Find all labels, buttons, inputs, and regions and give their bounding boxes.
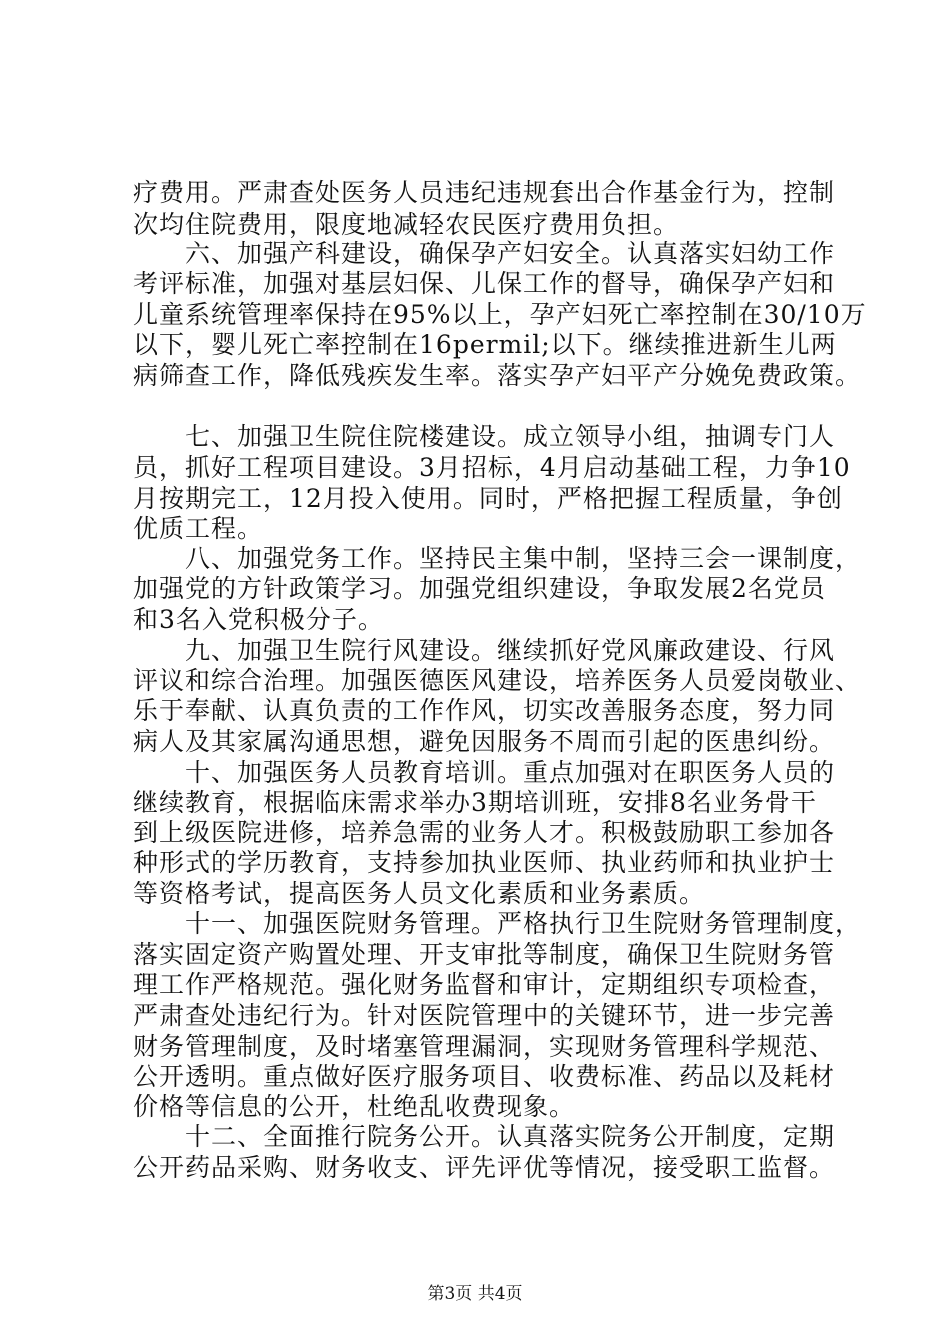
- text-line: 财务管理制度，及时堵塞管理漏洞，实现财务管理科学规范、: [133, 1032, 836, 1061]
- page-number-footer: 第3页 共4页: [427, 1284, 523, 1304]
- text-line: 评议和综合治理。加强医德医风建设，培养医务人员爱岗敬业、: [133, 666, 862, 695]
- text-line: 公开透明。重点做好医疗服务项目、收费标准、药品以及耗材: [133, 1062, 836, 1091]
- text-line: 病人及其家属沟通思想，避免因服务不周而引起的医患纠纷。: [133, 727, 836, 756]
- text-line: 等资格考试，提高医务人员文化素质和业务素质。: [133, 879, 706, 908]
- text-line: 乐于奉献、认真负责的工作作风，切实改善服务态度，努力同: [133, 696, 836, 725]
- text-line: 到上级医院进修，培养急需的业务人才。积极鼓励职工参加各: [133, 818, 836, 847]
- text-line: 以下，婴儿死亡率控制在16permil;以下。继续推进新生儿两: [133, 330, 837, 359]
- text-line: 疗费用。严肃查处医务人员违纪违规套出合作基金行为，控制: [133, 178, 836, 207]
- text-line: 十一、加强医院财务管理。严格执行卫生院财务管理制度，: [133, 909, 862, 938]
- text-line: 病筛查工作，降低残疾发生率。落实孕产妇平产分娩免费政策。: [133, 361, 862, 390]
- text-line: 考评标准，加强对基层妇保、儿保工作的督导，确保孕产妇和: [133, 269, 836, 298]
- text-line: 和3名入党积极分子。: [133, 605, 384, 634]
- text-line: 月按期完工，12月投入使用。同时，严格把握工程质量，争创: [133, 484, 843, 513]
- text-line: 十、加强医务人员教育培训。重点加强对在职医务人员的: [133, 758, 836, 787]
- text-line: 九、加强卫生院行风建设。继续抓好党风廉政建设、行风: [133, 636, 836, 665]
- text-line: 十二、全面推行院务公开。认真落实院务公开制度，定期: [133, 1122, 836, 1151]
- text-line: 落实固定资产购置处理、开支审批等制度，确保卫生院财务管: [133, 940, 836, 969]
- text-line: 加强党的方针政策学习。加强党组织建设，争取发展2名党员: [133, 574, 826, 603]
- text-line: 继续教育，根据临床需求举办3期培训班，安排8名业务骨干: [133, 788, 817, 817]
- text-line: 价格等信息的公开，杜绝乱收费现象。: [133, 1092, 576, 1121]
- text-line: 优质工程。: [133, 514, 264, 543]
- text-line: 理工作严格规范。强化财务监督和审计，定期组织专项检查，: [133, 970, 836, 999]
- text-line: 种形式的学历教育，支持参加执业医师、执业药师和执业护士: [133, 848, 836, 877]
- text-line: 次均住院费用，限度地减轻农民医疗费用负担。: [133, 210, 680, 239]
- text-line: 公开药品采购、财务收支、评先评优等情况，接受职工监督。: [133, 1153, 836, 1182]
- text-line: 七、加强卫生院住院楼建设。成立领导小组，抽调专门人: [133, 422, 836, 451]
- text-line: 六、加强产科建设，确保孕产妇安全。认真落实妇幼工作: [133, 239, 836, 268]
- text-line: 儿童系统管理率保持在95%以上，孕产妇死亡率控制在30/10万: [133, 300, 867, 329]
- text-line: 八、加强党务工作。坚持民主集中制，坚持三会一课制度，: [133, 544, 862, 573]
- text-line: 员，抓好工程项目建设。3月招标，4月启动基础工程，力争10: [133, 453, 851, 482]
- text-line: 严肃查处违纪行为。针对医院管理中的关键环节，进一步完善: [133, 1001, 836, 1030]
